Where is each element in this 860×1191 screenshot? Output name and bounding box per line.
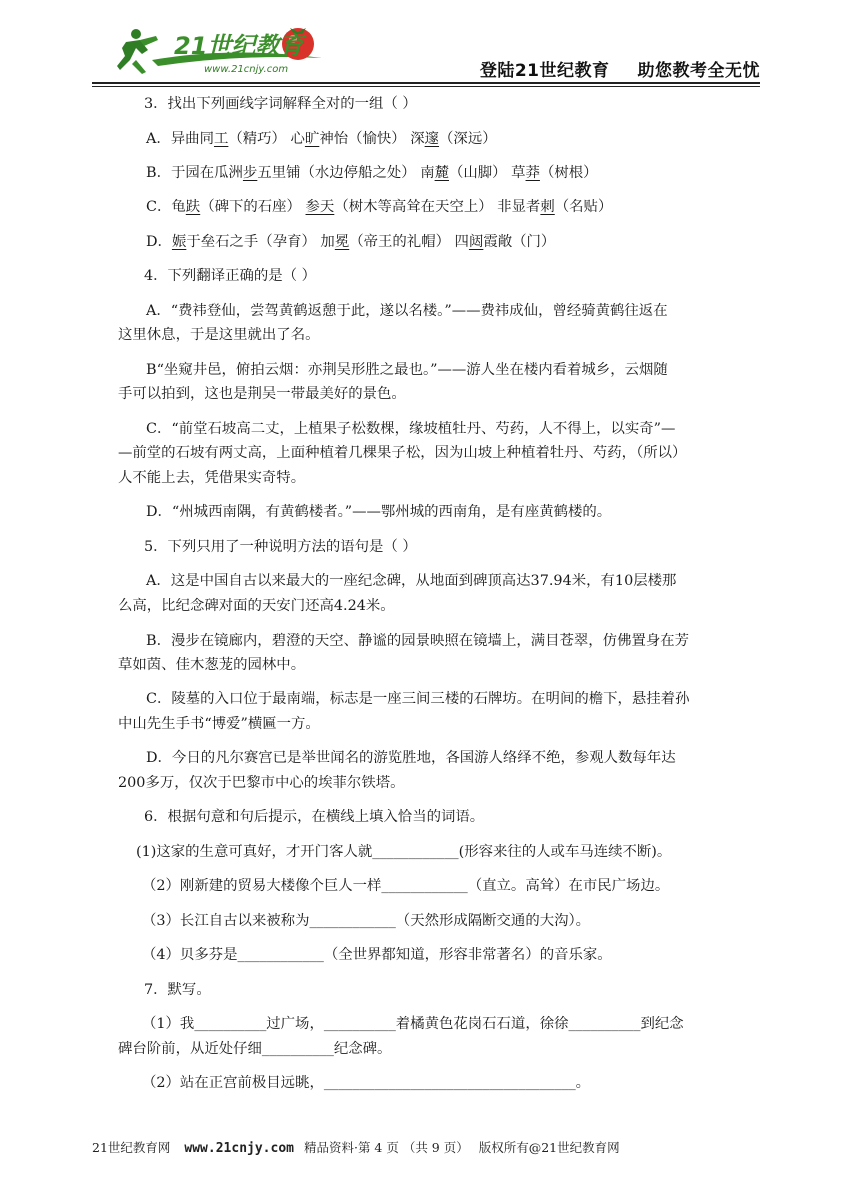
text-segment: 3．找出下列画线字词解释全对的一组（ ） [144, 96, 417, 112]
underlined-word: 参天 [305, 199, 335, 215]
text-segment: 6．根据句意和句后提示，在横线上填入恰当的词语。 [144, 809, 485, 825]
underlined-word: 冕 [334, 234, 350, 250]
header-brand [480, 56, 760, 81]
underlined-word: 娠 [171, 234, 187, 250]
text-segment: （3）长江自古以来被称为____________（天然形成隔断交通的大沟）。 [142, 913, 591, 929]
underlined-word: 闼 [468, 234, 484, 250]
text-segment: C．龟 [146, 199, 186, 215]
text-line [118, 468, 305, 488]
text-segment: D． [146, 234, 172, 250]
page-footer [92, 1138, 760, 1156]
text-segment: D．“州城西南隅，有黄鹤楼者。”——鄂州城的西南角，是有座黄鹤楼的。 [146, 504, 612, 520]
text-line [144, 94, 417, 114]
text-line [144, 266, 316, 286]
footer-copyright: 版权所有@21世纪教育网 [478, 1140, 620, 1155]
underlined-word: 莽 [525, 165, 540, 181]
text-segment: —前堂的石坡有两丈高，上面种植着几棵果子松，因为山坡上种植着牡丹、芍药，（所以） [118, 445, 687, 461]
text-segment: （精巧） 心 [228, 131, 305, 147]
text-line [146, 631, 689, 651]
text-segment: 手可以拍到，这也是荆吴一带最美好的景色。 [118, 386, 406, 402]
text-segment: 么高，比纪念碑对面的天安门还高4.24米。 [118, 598, 395, 614]
text-segment: 200多万，仅次于巴黎市中心的埃菲尔铁塔。 [118, 775, 405, 791]
text-segment: 于垒石之手（孕育） 加 [186, 234, 335, 250]
text-line [118, 714, 320, 734]
text-segment: A．“费祎登仙，尝驾黄鹤返憩于此，遂以名楼。”——费祎成仙，曾经骑黄鹤往返在 [146, 303, 668, 319]
text-line [142, 1073, 590, 1093]
text-segment: 这里休息，于是这里就出了名。 [118, 327, 320, 343]
text-line [142, 911, 590, 931]
text-line [142, 1014, 684, 1034]
text-line [146, 360, 668, 380]
text-segment: D．今日的凡尔赛宫已是举世闻名的游览胜地，各国游人络绎不绝，参观人数每年达 [146, 750, 676, 766]
brand-slogan-left: 登陆21世纪教育 [479, 61, 610, 81]
underlined-word: 麓 [434, 165, 449, 181]
text-segment: （帝王的礼帽） 四 [349, 234, 469, 250]
text-line [118, 1039, 391, 1059]
underlined-word: 旷 [304, 131, 320, 147]
text-segment: C．“前堂石坡高二丈，上植果子松数棵，缘坡植牡丹、芍药，人不得上，以实奇”— [146, 421, 676, 437]
text-segment: C．陵墓的入口位于最南端，标志是一座三间三楼的石牌坊。在明间的檐下，悬挂着孙 [146, 691, 690, 707]
site-logo [112, 20, 392, 78]
text-line [146, 163, 598, 183]
text-segment: （树木等高耸在天空上） 非显者 [334, 199, 541, 215]
page-header [92, 20, 760, 80]
text-line [146, 689, 689, 709]
text-line [146, 502, 611, 522]
text-line [144, 807, 484, 827]
text-line [118, 443, 686, 463]
text-segment: 7．默写。 [144, 982, 211, 998]
text-segment: 神怡（愉快） 深 [319, 131, 425, 147]
text-line [146, 129, 497, 149]
footer-page-info: 精品资料·第 4 页 （共 9 页） [303, 1140, 469, 1155]
text-segment: A．异曲同 [146, 131, 214, 147]
text-segment: A．这是中国自古以来最大的一座纪念碑，从地面到碑顶高达37.94米，有10层楼那 [146, 573, 677, 589]
footer-site-name: 21世纪教育网 [92, 1140, 171, 1155]
text-segment: B．漫步在镜廊内，碧澄的天空、静谧的园景映照在镜墙上，满目苍翠，仿佛置身在芳 [146, 633, 690, 649]
text-line [146, 748, 676, 768]
text-line [118, 384, 406, 404]
underlined-word: 刺 [540, 199, 555, 215]
text-line [142, 945, 612, 965]
text-segment: （2）刚新建的贸易大楼像个巨人一样____________（直立。高耸）在市民广场边。 [142, 878, 670, 894]
text-segment: 人不能上去，凭借果实奇特。 [118, 470, 306, 486]
logo-url: www.21cnjy.com [204, 64, 289, 75]
text-segment: 草如茵、佳木葱茏的园林中。 [118, 657, 306, 673]
text-line [136, 842, 671, 862]
underlined-word: 工 [213, 131, 229, 147]
text-segment: 五里铺（水边停船之处） 南 [257, 165, 435, 181]
text-segment: （深远） [439, 131, 497, 147]
underlined-word: 步 [242, 165, 258, 181]
logo-text: 21世纪教育 [174, 32, 304, 60]
text-line [118, 655, 305, 675]
text-line [118, 325, 319, 345]
header-rule-thin [92, 86, 760, 87]
text-line [144, 537, 417, 557]
text-line [146, 419, 675, 439]
text-line [118, 596, 395, 616]
text-segment: （山脚） 草 [449, 165, 526, 181]
underlined-word: 趺 [185, 199, 201, 215]
header-rule [92, 82, 760, 84]
text-segment: 4．下列翻译正确的是（ ） [144, 268, 317, 284]
text-segment: 中山先生手书“博爱”横匾一方。 [118, 716, 320, 732]
text-segment: 5．下列只用了一种说明方法的语句是（ ） [144, 539, 417, 555]
text-segment: B．于园在瓜洲 [146, 165, 243, 181]
text-segment: （树根） [539, 165, 598, 181]
brand-slogan-right: 助您教考全无忧 [637, 61, 760, 81]
footer-url[interactable]: www.21cnjy.com [184, 1141, 294, 1156]
text-line [146, 571, 676, 591]
text-line [144, 980, 211, 1000]
text-line [146, 232, 555, 252]
text-segment: 霞敞（门） [483, 234, 556, 250]
text-line [146, 197, 612, 217]
text-line [118, 773, 405, 793]
text-line [142, 876, 669, 896]
text-segment: (1)这家的生意可真好，才开门客人就____________(形容来往的人或车马连续不断)。 [136, 844, 672, 860]
text-segment: （1）我__________过广场，__________着橘黄色花岗石石道，徐徐__________到纪念 [142, 1016, 684, 1032]
text-segment: （名贴） [554, 199, 613, 215]
text-segment: 碑台阶前，从近处仔细__________纪念碑。 [118, 1041, 392, 1057]
underlined-word: 邃 [424, 131, 440, 147]
text-segment: B“坐窥井邑，俯拍云烟：亦荆吴形胜之最也。”——游人坐在楼内看着城乡，云烟随 [146, 362, 668, 378]
text-line [146, 301, 668, 321]
text-segment: （2）站在正宫前极目远眺，___________________________________。 [142, 1075, 591, 1091]
text-segment: （4）贝多芬是____________（全世界都知道，形容非常著名）的音乐家。 [142, 947, 612, 963]
text-segment: （碑下的石座） [200, 199, 306, 215]
